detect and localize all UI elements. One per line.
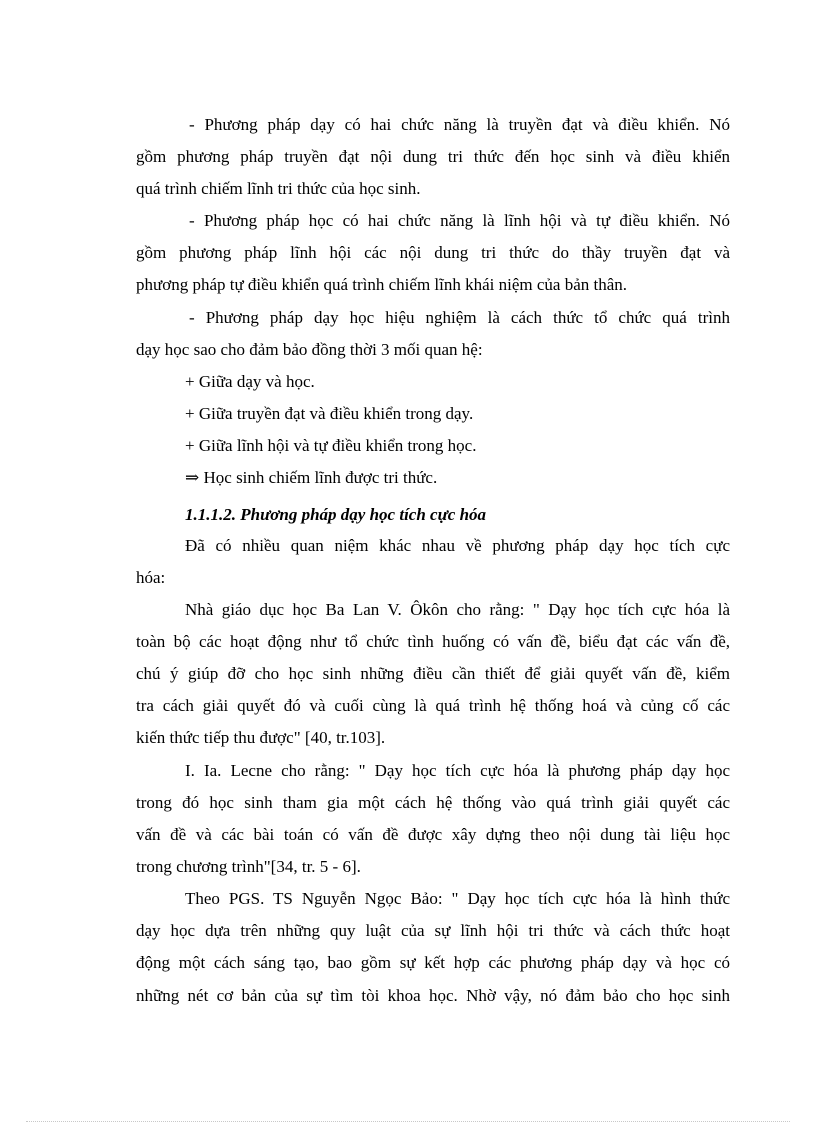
paragraph-line: quá trình chiếm lĩnh tri thức của học sinh. (136, 179, 421, 198)
paragraph-line: vấn đề và các bài toán có vấn đề được xây dựng theo nội dung tài liệu học (136, 825, 730, 844)
paragraph-line: Đã có nhiều quan niệm khác nhau về phương pháp dạy học tích cực (185, 536, 730, 555)
list-item: + Giữa truyền đạt và điều khiển trong dạy. (185, 404, 474, 423)
paragraph-line: gồm phương pháp truyền đạt nội dung tri thức đến học sinh và điều khiển (136, 147, 730, 166)
paragraph-line: I. Ia. Lecne cho rằng: " Dạy học tích cực hóa là phương pháp dạy học (185, 761, 730, 780)
paragraph-line: hóa: (136, 568, 166, 587)
paragraph-line: Theo PGS. TS Nguyễn Ngọc Bảo: " Dạy học tích cực hóa là hình thức (185, 889, 730, 908)
paragraph-line: - Phương pháp dạy học hiệu nghiệm là cách thức tổ chức quá trình (189, 308, 730, 327)
section-heading: 1.1.1.2. Phương pháp dạy học tích cực hóa (185, 505, 487, 524)
paragraph-line: dạy học sao cho đảm bảo đồng thời 3 mối quan hệ: (136, 340, 483, 359)
paragraph-line: dạy học dựa trên những quy luật của sự lĩnh hội tri thức và cách thức hoạt (136, 921, 730, 940)
paragraph-line: - Phương pháp dạy có hai chức năng là truyền đạt và điều khiển. Nó (189, 115, 730, 134)
paragraph-line: trong chương trình"[34, tr. 5 - 6]. (136, 857, 361, 876)
paragraph-line: toàn bộ các hoạt động như tổ chức tình huống có vấn đề, biểu đạt các vấn đề, (136, 632, 730, 651)
paragraph-line: Nhà giáo dục học Ba Lan V. Ôkôn cho rằng: " Dạy học tích cực hóa là (185, 600, 730, 619)
paragraph-line: phương pháp tự điều khiển quá trình chiếm lĩnh khái niệm của bản thân. (136, 275, 628, 294)
paragraph-line: những nét cơ bản của sự tìm tòi khoa học. Nhờ vậy, nó đảm bảo cho học sinh (136, 986, 730, 1005)
paragraph-line: kiến thức tiếp thu được" [40, tr.103]. (136, 728, 386, 747)
paragraph-line: - Phương pháp học có hai chức năng là lĩnh hội và tự điều khiển. Nó (189, 211, 730, 230)
paragraph-line: gồm phương pháp lĩnh hội các nội dung tri thức do thầy truyền đạt và (136, 243, 730, 262)
paragraph-line: trong đó học sinh tham gia một cách hệ thống vào quá trình giải quyết các (136, 793, 730, 812)
conclusion-line: ⇒ Học sinh chiếm lĩnh được tri thức. (185, 468, 438, 487)
paragraph-line: động một cách sáng tạo, bao gồm sự kết hợp các phương pháp dạy và học có (136, 953, 730, 972)
paragraph-line: tra cách giải quyết đó và cuối cùng là quá trình hệ thống hoá và củng cố các (136, 696, 730, 715)
page-bottom-divider (26, 1121, 790, 1122)
paragraph-line: chú ý giúp đỡ cho học sinh những điều cần thiết để giải quyết vấn đề, kiểm (136, 664, 730, 683)
list-item: + Giữa lĩnh hội và tự điều khiển trong học. (185, 436, 477, 455)
list-item: + Giữa dạy và học. (185, 372, 315, 391)
